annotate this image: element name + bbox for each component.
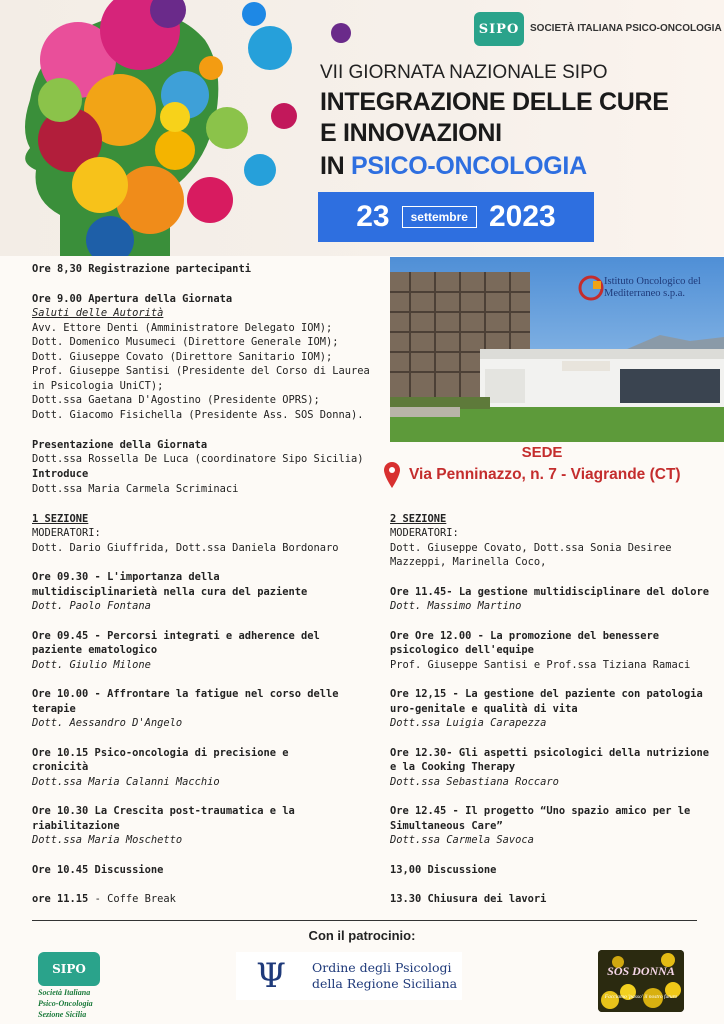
ordine-l2: della Regione Siciliana [312, 976, 458, 991]
session1-moderatori-label: MODERATORI: [32, 527, 101, 539]
sos-donna-logo [598, 950, 684, 1012]
venue-photo [390, 257, 724, 442]
s2-talk-4-title: Ore 12.45 - Il progetto “Uno spazio amico per le [390, 805, 691, 817]
sede-label: SEDE [521, 444, 563, 461]
saluti-5: Dott.ssa Gaetana D'Agostino (Presidente OPRS); [32, 394, 320, 406]
s1-talk-2-title: Ore 10.00 - Affrontare la fatigue nel corso delle [32, 688, 339, 700]
s1-talk-4-title: Ore 10.30 La Crescita post-traumatica e la [32, 805, 295, 817]
saluti-4: in Psicologia UniCT); [32, 380, 164, 392]
apertura: Ore 9.00 Apertura della Giornata [32, 293, 233, 305]
sipo-logo-mark: SIPO [478, 21, 520, 37]
s2-talk-3-title: Ore 12.30- Gli aspetti psicologici della nutrizione [390, 747, 710, 759]
coffee-break [32, 892, 176, 907]
purple-dot [330, 22, 352, 44]
date-day: 23 [356, 200, 390, 233]
saluti-heading: Saluti delle Autorità [32, 307, 164, 319]
sipo-logo [474, 12, 524, 46]
event-subtitle: VII GIORNATA NAZIONALE SIPO [320, 62, 608, 83]
sipo-sicilia-logo [38, 952, 108, 1020]
s1-talk-1-title: Ore 09.45 - Percorsi integrati e adherence del [32, 630, 320, 642]
s1-talk-0-title2: multidisciplinarietà nella cura del paziente [32, 586, 308, 598]
s1-talk-1-title2: paziente ematologico [32, 644, 158, 656]
s2-talk-3-speaker: Dott.ssa Sebastiana Roccaro [390, 776, 559, 788]
introduce: Introduce [32, 468, 89, 480]
presentazione: Presentazione della Giornata [32, 439, 208, 451]
date-month: settembre [402, 206, 477, 228]
venue-photo-sign: Istituto Oncologico del Mediterraneo s.p.a. [604, 276, 701, 299]
sos-tagline: Facciamo 'passo' il nostro futuro [604, 994, 678, 1000]
header-banner [0, 0, 724, 256]
s1-talk-2-speaker: Dott. Aessandro D'Angelo [32, 717, 183, 729]
sipo-sicilia-l3: Sezione Sicilia [38, 1010, 87, 1019]
s2-talk-3-title2: e la Cooking Therapy [390, 761, 516, 773]
s2-discussione: 13,00 Discussione [390, 864, 497, 876]
session2-heading: 2 SEZIONE [390, 513, 447, 525]
s1-talk-0-speaker: Dott. Paolo Fontana [32, 600, 151, 612]
location-pin-icon [384, 462, 400, 488]
psi-icon: Ψ [256, 956, 286, 996]
venue-address: Via Penninazzo, n. 7 - Viagrande (CT) [409, 466, 681, 483]
s1-discussione: Ore 10.45 Discussione [32, 864, 164, 876]
s2-talk-2-speaker: Dott.ssa Luigia Carapezza [390, 717, 547, 729]
coffee-label: - Coffe Break [88, 893, 176, 905]
s2-chiusura: 13.30 Chiusura dei lavori [390, 893, 547, 905]
sipo-sicilia-l1: Società Italiana [38, 988, 91, 997]
presentazione-by: Dott.ssa Rossella De Luca (coordinatore Sipo Sicilia) [32, 453, 364, 465]
s2-talk-4-speaker: Dott.ssa Carmela Savoca [390, 834, 534, 846]
s1-talk-3-title: Ore 10.15 Psico-oncologia di precisione e [32, 747, 289, 759]
session1-heading: 1 SEZIONE [32, 513, 89, 525]
s2-talk-2-title2: uro-genitale e qualità di vita [390, 703, 578, 715]
ordine-l1: Ordine degli Psicologi [312, 960, 452, 975]
s2-talk-4-title2: Simultaneous Care” [390, 820, 503, 832]
s2-talk-0-title: Ore 11.45- La gestione multidisciplinare del dolore [390, 586, 710, 598]
session2-moderatori-l2: Mazzeppi, Marinella Coco, [390, 556, 547, 568]
date-box [318, 192, 594, 242]
head-profile-illustration [0, 0, 310, 256]
title-accent: PSICO-ONCOLOGIA [351, 152, 587, 180]
sos-name: SOS DONNA [607, 964, 675, 978]
patrocinio-label: Con il patrocinio: [308, 928, 416, 943]
session1-moderatori: Dott. Dario Giuffrida, Dott.ssa Daniela Bordonaro [32, 542, 339, 554]
s1-talk-0-title: Ore 09.30 - L'importanza della [32, 571, 220, 583]
event-title-line3 [320, 152, 587, 181]
footer-divider [32, 920, 697, 921]
ordine-psicologi-logo [236, 952, 462, 1000]
event-title-line1: INTEGRAZIONE DELLE CURE [320, 88, 669, 116]
s1-talk-4-title2: riabilitazione [32, 820, 120, 832]
session2-moderatori-label: MODERATORI: [390, 527, 459, 539]
s1-talk-1-speaker: Dott. Giulio Milone [32, 659, 151, 671]
registration: Ore 8,30 Registrazione partecipanti [32, 263, 251, 275]
s1-talk-4-speaker: Dott.ssa Maria Moschetto [32, 834, 183, 846]
introduce-by: Dott.ssa Maria Carmela Scriminaci [32, 483, 239, 495]
s1-talk-3-title2: cronicità [32, 761, 89, 773]
saluti-0: Avv. Ettore Denti (Amministratore Delegato IOM); [32, 322, 333, 334]
session2-moderatori-l1: Dott. Giuseppe Covato, Dott.ssa Sonia Desiree [390, 542, 672, 554]
date-year: 2023 [488, 200, 556, 233]
coffee-time: ore 11.15 [32, 893, 89, 905]
saluti-6: Dott. Giacomo Fisichella (Presidente Ass. SOS Donna). [32, 409, 364, 421]
s2-talk-2-title: Ore 12,15 - La gestione del paziente con patologia [390, 688, 703, 700]
s2-talk-1-title2: psicologico dell'equipe [390, 644, 534, 656]
sipo-sicilia-mark: SIPO [38, 952, 100, 986]
org-name: SOCIETÀ ITALIANA PSICO-ONCOLOGIA [530, 23, 722, 34]
s2-talk-1-title: Ore Ore 12.00 - La promozione del benessere [390, 630, 659, 642]
saluti-2: Dott. Giuseppe Covato (Direttore Sanitario IOM); [32, 351, 333, 363]
saluti-1: Dott. Domenico Musumeci (Direttore Generale IOM); [32, 336, 339, 348]
s2-talk-0-speaker: Dott. Massimo Martino [390, 600, 522, 612]
sipo-sicilia-l2: Psico-Oncologia [38, 999, 93, 1008]
event-title-line2: E INNOVAZIONI [320, 119, 502, 147]
s1-talk-3-speaker: Dott.ssa Maria Calanni Macchio [32, 776, 220, 788]
title-prefix: IN [320, 152, 352, 180]
s2-talk-1-speaker: Prof. Giuseppe Santisi e Prof.ssa Tiziana Ramaci [390, 659, 691, 671]
saluti-3: Prof. Giuseppe Santisi (Presidente del Corso di Laurea [32, 365, 370, 377]
s1-talk-2-title2: terapie [32, 703, 76, 715]
